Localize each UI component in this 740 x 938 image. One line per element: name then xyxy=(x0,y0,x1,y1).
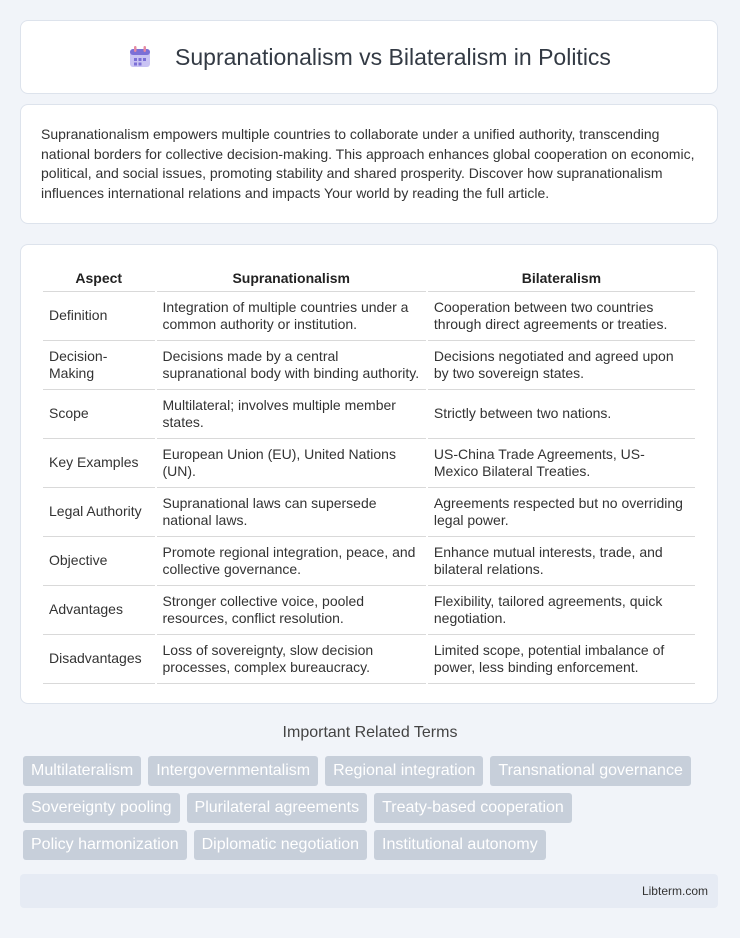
page-title: Supranationalism vs Bilateralism in Politics xyxy=(175,43,611,70)
footer-brand-link[interactable]: Libterm.com xyxy=(641,884,708,898)
tag-multilateralism[interactable]: Multilateralism xyxy=(23,756,141,786)
row-bilateralism: Decisions negotiated and agreed upon by two sovereign states. xyxy=(428,341,695,390)
tag-transnational-governance[interactable]: Transnational governance xyxy=(490,756,690,786)
comparison-card xyxy=(20,244,718,704)
row-bilateralism: Enhance mutual interests, trade, and bilateral relations. xyxy=(428,537,695,586)
calendar-icon xyxy=(127,44,153,70)
row-supranationalism: Promote regional integration, peace, and collective governance. xyxy=(157,537,426,586)
row-aspect: Objective xyxy=(43,537,155,586)
row-aspect: Decision-Making xyxy=(43,341,155,390)
row-aspect: Key Examples xyxy=(43,439,155,488)
tag-row xyxy=(23,756,723,786)
row-supranationalism: Integration of multiple countries under a common authority or institution. xyxy=(157,292,426,341)
tag-diplomatic-negotiation[interactable]: Diplomatic negotiation xyxy=(194,830,367,860)
table-row xyxy=(43,635,695,684)
row-bilateralism: US-China Trade Agreements, US-Mexico Bilateral Treaties. xyxy=(428,439,695,488)
row-bilateralism: Strictly between two nations. xyxy=(428,390,695,439)
row-bilateralism: Cooperation between two countries through direct agreements or treaties. xyxy=(428,292,695,341)
header-bilateralism: Bilateralism xyxy=(428,265,695,292)
table-header-row xyxy=(43,265,695,292)
related-terms-title: Important Related Terms xyxy=(282,724,458,741)
tag-policy-harmonization[interactable]: Policy harmonization xyxy=(23,830,187,860)
tag-regional-integration[interactable]: Regional integration xyxy=(325,756,483,786)
header-aspect: Aspect xyxy=(43,265,155,292)
table-row xyxy=(43,586,695,635)
tag-intergovernmentalism[interactable]: Intergovernmentalism xyxy=(148,756,318,786)
row-aspect: Scope xyxy=(43,390,155,439)
comparison-table xyxy=(41,265,697,684)
table-row xyxy=(43,439,695,488)
row-supranationalism: European Union (EU), United Nations (UN). xyxy=(157,439,426,488)
tag-row xyxy=(23,793,723,823)
table-row xyxy=(43,292,695,341)
related-terms-list xyxy=(23,756,723,867)
intro-card xyxy=(20,104,718,224)
header-card xyxy=(20,20,718,94)
row-aspect: Definition xyxy=(43,292,155,341)
tag-institutional-autonomy[interactable]: Institutional autonomy xyxy=(374,830,546,860)
header-supranationalism: Supranationalism xyxy=(157,265,426,292)
tag-row xyxy=(23,830,723,860)
row-supranationalism: Decisions made by a central supranational body with binding authority. xyxy=(157,341,426,390)
row-supranationalism: Stronger collective voice, pooled resources, conflict resolution. xyxy=(157,586,426,635)
row-bilateralism: Limited scope, potential imbalance of power, less binding enforcement. xyxy=(428,635,695,684)
row-aspect: Advantages xyxy=(43,586,155,635)
row-supranationalism: Multilateral; involves multiple member states. xyxy=(157,390,426,439)
row-supranationalism: Supranational laws can supersede national laws. xyxy=(157,488,426,537)
row-aspect: Disadvantages xyxy=(43,635,155,684)
intro-text: Supranationalism empowers multiple countries to collaborate under a unified authority, transcending national borders for collective decision-making. This approach enhances global cooperation on economic, political, and social issues, promoting stability and shared prosperity. Discover how supranationalism influences international relations and impacts Your world by reading the full article. xyxy=(41,126,695,201)
row-bilateralism: Flexibility, tailored agreements, quick negotiation. xyxy=(428,586,695,635)
footer xyxy=(20,874,718,908)
table-row xyxy=(43,488,695,537)
row-aspect: Legal Authority xyxy=(43,488,155,537)
row-supranationalism: Loss of sovereignty, slow decision processes, complex bureaucracy. xyxy=(157,635,426,684)
tag-treaty-based-cooperation[interactable]: Treaty-based cooperation xyxy=(374,793,572,823)
tag-plurilateral-agreements[interactable]: Plurilateral agreements xyxy=(187,793,368,823)
tag-sovereignty-pooling[interactable]: Sovereignty pooling xyxy=(23,793,180,823)
table-row xyxy=(43,390,695,439)
row-bilateralism: Agreements respected but no overriding legal power. xyxy=(428,488,695,537)
table-row xyxy=(43,341,695,390)
table-row xyxy=(43,537,695,586)
